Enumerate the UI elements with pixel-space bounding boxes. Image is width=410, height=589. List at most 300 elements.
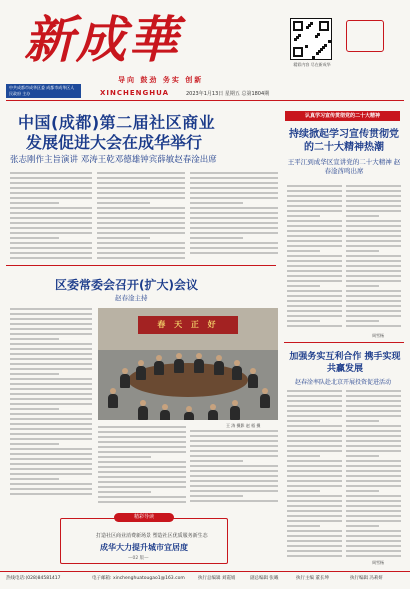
attendee-figure [230,406,240,420]
text-line [97,172,185,174]
text-line [287,325,342,327]
text-line [346,415,401,417]
text-line [346,425,401,427]
text-line [98,476,186,478]
text-line [287,315,342,317]
footer-editor1: 执行总编辑 刘霞娟 [198,576,236,581]
text-line [190,475,278,477]
text-line [346,215,379,217]
text-line [287,415,342,417]
text-line [190,227,278,229]
attendee-figure [194,359,204,373]
text-line [346,550,401,552]
text-line [10,242,92,244]
text-line [287,195,342,197]
promo-line: 打造社区商业消费新场景 塑造社区优质服务新生态 [96,533,208,539]
text-line [287,505,342,507]
promo-tag: 精彩导读 [114,513,174,522]
text-line [287,235,342,237]
attendee-head [176,353,182,359]
attendee-figure [260,394,270,408]
footer-editor4: 执行编辑 冯莉妍 [350,576,383,581]
qr-module [306,26,309,29]
right-body-col2 [346,185,401,330]
meeting-photo[interactable] [98,308,278,420]
text-line [97,257,185,259]
text-line [10,363,92,365]
text-line [346,290,401,292]
text-line [10,358,92,360]
text-line [287,445,342,447]
text-line [10,232,92,234]
text-line [10,237,59,239]
text-line [287,310,342,312]
text-line [97,177,185,179]
text-line [287,430,342,432]
text-line [287,200,342,202]
text-line [190,207,278,209]
text-line [190,460,243,462]
second-body-col3 [190,430,278,505]
text-line [10,222,92,224]
text-line [190,177,278,179]
text-line [190,182,278,184]
text-line [287,185,342,187]
attendee-head [110,388,116,394]
attendee-head [162,404,168,410]
text-line [287,290,342,292]
attendee-head [186,406,192,412]
masthead-title: 新成華 [24,10,180,69]
text-line [287,550,342,552]
text-line [10,328,92,330]
attendee-figure [138,406,148,420]
text-line [10,443,59,445]
text-line [10,318,92,320]
text-line [190,440,278,442]
text-line [346,245,401,247]
photo-banner: 春 天 正 好 [138,316,238,334]
footer-editor3: 执行主编 董长坤 [296,576,329,581]
text-line [346,210,401,212]
text-line [346,275,401,277]
text-line [190,222,278,224]
text-line [98,446,186,448]
text-line [98,451,186,453]
text-line [10,413,92,415]
attendee-head [196,353,202,359]
text-line [287,460,342,462]
attendee-figure [232,366,242,380]
text-line [287,285,320,287]
text-line [346,315,401,317]
text-line [287,300,342,302]
text-line [10,343,92,345]
attendee-head [262,388,268,394]
masthead-slogan: 导向 鼓劲 务实 创新 [118,76,204,84]
qr-finder [319,21,329,31]
text-line [287,555,342,557]
text-line [97,237,150,239]
text-line [287,230,342,232]
text-line [10,257,92,259]
text-line [10,428,92,430]
attendee-head [232,400,238,406]
text-line [98,466,186,468]
text-line [10,418,92,420]
qr-module [312,56,315,59]
text-line [346,205,401,207]
text-line [190,192,278,194]
text-line [10,212,92,214]
attendee-figure [248,374,258,388]
text-line [346,555,401,557]
text-line [190,465,278,467]
text-line [190,450,278,452]
text-line [287,545,342,547]
text-line [10,398,92,400]
text-line [287,475,342,477]
text-line [190,490,278,492]
text-line [10,353,92,355]
right-body-col1 [287,185,342,330]
attendee-head [122,368,128,374]
text-line [10,368,92,370]
text-line [97,232,185,234]
text-line [10,488,92,490]
text-line [346,500,401,502]
text-line [97,222,185,224]
text-line [10,438,92,440]
text-line [346,195,401,197]
attendee-figure [208,410,218,420]
text-line [346,320,379,322]
text-line [346,475,401,477]
text-line [190,435,278,437]
lead-headline-line1[interactable]: 中国(成都)第二届社区商业 [18,113,216,132]
text-line [190,495,243,497]
right-column-headline[interactable]: 持续掀起学习宣传贯彻党的二十大精神热潮 [289,129,399,153]
qr-module [316,52,319,55]
text-line [346,485,401,487]
text-line [10,468,92,470]
text-line [10,202,59,204]
text-line [10,207,92,209]
text-line [287,530,342,532]
text-line [98,471,186,473]
text-line [10,388,92,390]
text-line [97,202,150,204]
text-line [190,455,278,457]
text-line [10,383,92,385]
lead-headline-line2[interactable]: 发展促进大会在成华举行 [26,133,203,152]
lead-body-col1 [10,172,92,262]
text-line [287,410,342,412]
text-line [10,473,92,475]
text-line [287,440,342,442]
text-line [287,490,320,492]
text-line [287,450,342,452]
text-line [97,197,185,199]
text-line [190,500,278,502]
text-line [98,491,151,493]
text-line [10,308,92,310]
text-line [346,305,401,307]
text-line [10,458,92,460]
text-line [10,192,92,194]
text-line [190,237,243,239]
footer-email[interactable]: 电子邮箱: xinchenghuatougao1@163.com [92,576,185,581]
text-line [346,400,401,402]
masthead-divider [6,100,404,101]
text-line [346,430,401,432]
text-line [190,252,278,254]
text-line [346,285,379,287]
right-column2-headline[interactable]: 加强务实互利合作 携手实现共赢发展 [289,352,401,374]
text-line [346,325,401,327]
text-line [346,260,401,262]
text-line [10,323,92,325]
text-line [346,405,401,407]
text-line [346,450,401,452]
attendee-head [250,368,256,374]
section-divider [6,265,276,266]
qr-finder [293,21,303,31]
attendee-head [216,355,222,361]
text-line [10,227,92,229]
text-line [10,313,92,315]
qr-finder [293,47,303,57]
text-line [287,435,342,437]
text-line [98,496,186,498]
text-line [287,240,342,242]
issue-date: 2023年1月13日 星期五 总第1804期 [186,91,270,97]
text-line [190,445,278,447]
attendee-head [156,355,162,361]
text-line [346,255,401,257]
text-line [346,440,401,442]
text-line [10,197,92,199]
text-line [97,227,185,229]
attendee-figure [214,361,224,375]
text-line [287,400,342,402]
text-line [287,455,320,457]
masthead-pinyin: XINCHENGHUA [100,89,169,97]
text-line [190,247,278,249]
text-line [287,420,320,422]
qr-code-icon[interactable] [290,18,332,60]
text-line [346,235,401,237]
publisher-box: 中共成都市成华区委 成都市成华区人民政府 主办 [6,84,81,98]
text-line [10,247,92,249]
text-line [10,172,92,174]
attendee-head [234,360,240,366]
text-line [287,245,342,247]
text-line [10,403,92,405]
text-line [190,485,278,487]
text-line [346,480,401,482]
text-line [10,252,92,254]
text-line [346,455,379,457]
second-subheadline: 赵春淦主持 [115,294,148,302]
footer-hotline: 热线电话:(028)84581417 [6,576,61,581]
right-divider [284,342,404,343]
text-line [98,456,151,458]
text-line [287,295,342,297]
text-line [98,481,186,483]
text-line [287,265,342,267]
qr-module [324,44,327,47]
text-line [190,242,278,244]
text-line [346,300,401,302]
text-line [97,187,185,189]
second-headline[interactable]: 区委常委会召开(扩大)会议 [55,278,198,292]
text-line [346,470,401,472]
text-line [346,220,401,222]
text-line [346,505,401,507]
text-line [287,535,342,537]
lead-body-col2 [97,172,185,262]
text-line [346,495,401,497]
text-line [10,338,59,340]
text-line [346,530,401,532]
qr-module [328,40,331,43]
text-line [346,390,401,392]
text-line [190,217,278,219]
text-line [346,435,401,437]
text-line [98,431,186,433]
text-line [287,260,342,262]
text-line [346,510,401,512]
text-line [10,187,92,189]
text-line [287,205,342,207]
qr-module [317,33,320,36]
text-line [98,461,186,463]
text-line [346,465,401,467]
text-line [287,215,320,217]
photo-caption: 王 涛 摄影 赵 梧 摄 [226,423,261,428]
text-line [287,280,342,282]
text-line [346,420,379,422]
text-line [287,250,320,252]
text-line [346,410,401,412]
text-line [98,426,186,428]
text-line [190,232,278,234]
promo-page: —02 版— [128,556,149,561]
text-line [287,425,342,427]
text-line [346,460,401,462]
lead-subheadline: 张志刚作主旨演讲 邓涛王乾邓德雄钟宾薛敏赵春淦出席 [10,155,217,165]
text-line [346,270,401,272]
text-line [346,265,401,267]
text-line [190,172,278,174]
qr-module [305,45,308,48]
text-line [190,212,278,214]
text-line [287,190,342,192]
right2-body-col1 [287,390,342,560]
footer-editor2: 副总编辑 张曦 [250,576,279,581]
text-line [10,333,92,335]
text-line [346,445,401,447]
attendee-figure [160,410,170,420]
photo-table [128,363,248,397]
text-line [97,242,185,244]
text-line [287,515,342,517]
right-column-subheadline: 王平江到成华区宣讲党的二十大精神 赵春淦酋鸣出席 [287,158,401,175]
text-line [10,393,92,395]
text-line [10,453,92,455]
text-line [190,202,243,204]
text-line [10,448,92,450]
attendee-figure [108,394,118,408]
text-line [287,305,342,307]
text-line [346,295,401,297]
text-line [10,182,92,184]
text-line [10,483,92,485]
text-line [346,200,401,202]
text-line [10,433,92,435]
text-line [287,480,342,482]
second-body-col1 [10,308,92,498]
attendee-figure [120,374,130,388]
text-line [287,540,342,542]
text-line [97,192,185,194]
text-line [97,247,185,249]
text-line [10,493,92,495]
text-line [190,430,278,432]
text-line [10,463,92,465]
right-column2-subheadline: 赵春淦率队赴北京开展投资促进活动 [294,379,391,386]
text-line [97,217,185,219]
text-line [98,501,186,503]
text-line [346,515,401,517]
text-line [346,225,401,227]
newspaper-seal [340,18,390,64]
text-line [287,225,342,227]
text-line [287,525,320,527]
text-line [190,470,278,472]
text-line [346,540,401,542]
attendee-head [138,360,144,366]
text-line [287,405,342,407]
qr-module [296,36,299,39]
right-column2-byline: 周雪杨 [372,560,384,565]
text-line [287,470,342,472]
text-line [287,270,342,272]
attendee-head [210,404,216,410]
text-line [346,190,401,192]
text-line [287,395,342,397]
text-line [287,220,342,222]
text-line [346,240,401,242]
promo-title[interactable]: 成华大力提升城市宜居度 [100,543,188,552]
text-line [346,490,379,492]
text-line [346,545,401,547]
text-line [287,275,342,277]
attendee-figure [174,359,184,373]
attendee-figure [136,366,146,380]
text-line [287,510,342,512]
right-column-banner: 认真学习宣传贯彻党的二十大精神 [285,111,400,121]
text-line [190,187,278,189]
text-line [287,495,342,497]
text-line [346,395,401,397]
text-line [97,212,185,214]
text-line [98,486,186,488]
attendee-figure [184,412,194,420]
text-line [98,436,186,438]
text-line [190,480,278,482]
